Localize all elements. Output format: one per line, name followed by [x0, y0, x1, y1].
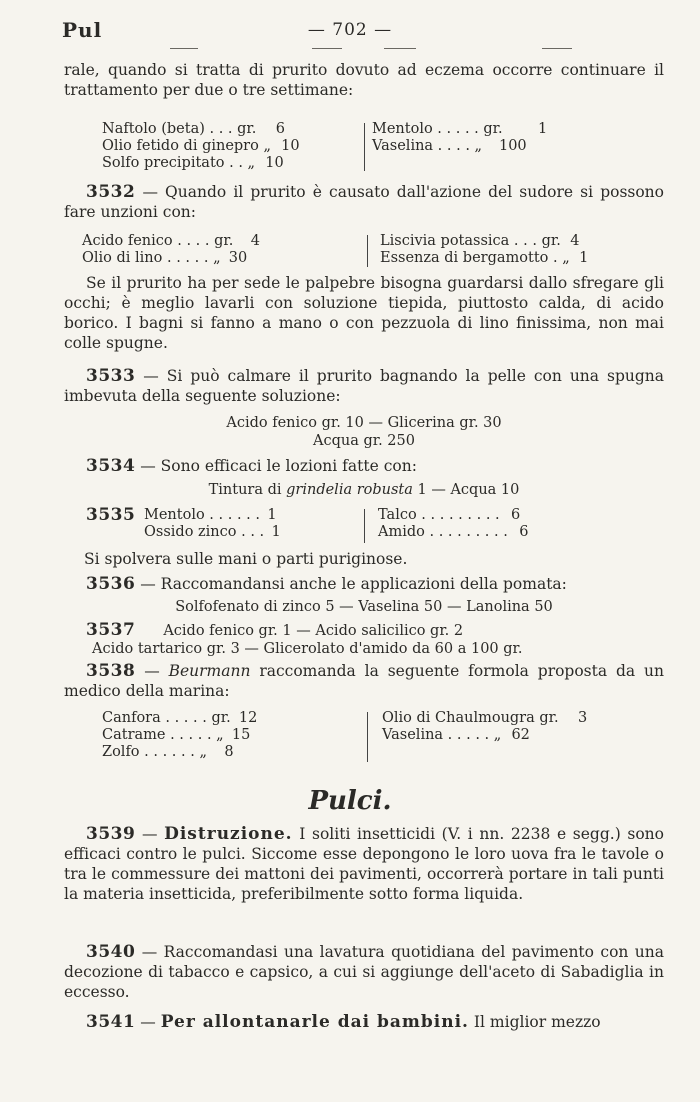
entry-3535-note [84, 549, 664, 569]
entry-3541: 3541 — Per allontanarle dai bambini. Il miglior mezzo [86, 1012, 601, 1032]
entry-3533 [64, 366, 664, 406]
recipe-right-column [354, 121, 634, 155]
formula-3534 [64, 481, 664, 499]
recipe-line: Liscivia potassica . . . gr. 4 [380, 233, 580, 249]
entry-number: 3538 [86, 661, 136, 681]
entry-number: 3541 [86, 1012, 136, 1032]
entry-3535 [86, 507, 646, 547]
formula-line: 3537 Acido fenico gr. 1 — Acido salicilico gr. 2 [86, 620, 464, 640]
formula-line: Tintura di grindelia robusta 1 — Acqua 10 [208, 482, 520, 498]
running-header [62, 14, 662, 54]
entry-number: 3540 [86, 942, 136, 962]
entry-3537 [86, 621, 666, 658]
recipe-line: Naftolo (beta) . . . gr. 6 [102, 121, 285, 137]
formula-line: Acido fenico gr. 10 — Glicerina gr. 30 [226, 415, 502, 431]
formula-3533 [64, 414, 664, 450]
recipe-left-column [82, 233, 342, 267]
recipe-1 [102, 121, 642, 175]
paragraph-text: rale, quando si tratta di prurito dovuto ad eczema occorre continuare il trattamento per due o tre settimane: [64, 61, 664, 99]
entry-number: 3534 [86, 456, 136, 476]
intro-paragraph [64, 60, 664, 100]
recipe-right-column [382, 710, 642, 744]
recipe-2 [82, 233, 642, 269]
header-title: Pul [62, 18, 103, 42]
recipe-line: Solfo precipitato . . „ 10 [102, 155, 284, 171]
recipe-line: Olio fetido di ginepro „ 10 [102, 138, 300, 154]
formula-line: Solfofenato di zinco 5 — Vaselina 50 — Lanolina 50 [175, 599, 553, 615]
section-title: Pulci. [308, 786, 392, 816]
recipe-line: Vaselina . . . . „ 100 [372, 138, 527, 154]
entry-text: — Quando il prurito è causato dall'azione del sudore si possono fare unzioni con: [64, 183, 664, 221]
recipe-line: Vaselina . . . . . „ 62 [382, 727, 530, 743]
entry-text: — Raccomandasi una lavatura quotidiana del pavimento con una decozione di tabacco e capsico, a cui si aggiunge dell'aceto di Sabadiglia in eccesso. [64, 943, 664, 1001]
entry-text: Il miglior mezzo [468, 1013, 601, 1031]
entry-3539: 3539 — Distruzione. I soliti insetticidi (V. i nn. 2238 e segg.) sono efficaci contro le pulci. Siccome esse depongono le loro uova fra le tavole o tra le commessure dei mattoni dei pavimenti, occorrerà portare in tali punti la materia insetticida, preferibilmente sotto forma liquida. [64, 824, 664, 903]
header-rule [170, 48, 198, 49]
column-divider [367, 235, 368, 267]
paragraph-text: Si spolvera sulle mani o parti puriginose. [84, 550, 408, 568]
entry-text: — Sono efficaci le lozioni fatte con: [135, 457, 417, 475]
recipe-line: Mentolo . . . . . . 1 [144, 507, 277, 523]
recipe-left-column [102, 121, 347, 172]
entry-number: 3532 [86, 182, 136, 202]
header-rule [384, 48, 416, 49]
entry-number: 3535 [86, 505, 136, 525]
recipe-line: Talco . . . . . . . . . 6 [378, 507, 521, 523]
entry-3532 [64, 182, 664, 222]
recipe-line: Mentolo . . . . . gr. 1 [372, 121, 548, 137]
recipe-line: Canfora . . . . . gr. 12 [102, 710, 258, 726]
recipe-left-column [144, 507, 354, 541]
entry-3536 [64, 574, 664, 594]
formula-line: Acido tartarico gr. 3 — Glicerolato d'amido da 60 a 100 gr. [92, 641, 523, 657]
entry-3538: 3538 — Beurmann raccomanda la seguente formola proposta da un medico della marina: [64, 661, 664, 700]
entry-number: 3536 [86, 574, 136, 594]
column-divider [364, 509, 365, 543]
page-number: — 702 — [307, 20, 393, 40]
column-divider [367, 712, 368, 762]
paragraph-text: Se il prurito ha per sede le palpebre bisogna guardarsi dallo sfregare gli occhi; è meglio lavarli con soluzione tiepida, piuttosto calda, di acido borico. I bagni si fanno a mano o con pezzuola di lino finissima, non mai colle spugne. [64, 274, 664, 352]
recipe-line: Essenza di bergamotto . „ 1 [380, 250, 589, 266]
recipe-left-column [102, 710, 352, 761]
recipe-right-column [380, 233, 650, 267]
recipe-line: Olio di Chaulmougra gr. 3 [382, 710, 588, 726]
entry-number: 3533 [86, 366, 136, 386]
author-name: Beurmann [168, 662, 251, 680]
formula-3536 [64, 598, 664, 616]
entry-3540 [64, 942, 664, 1002]
entry-number: 3537 [86, 620, 136, 640]
entry-text: — Si può calmare il prurito bagnando la pelle con una spugna imbevuta della seguente soluzione: [64, 367, 664, 405]
recipe-3538 [102, 710, 642, 764]
recipe-line: Catrame . . . . . „ 15 [102, 727, 251, 743]
entry-number-column [86, 507, 144, 525]
header-rule [312, 48, 342, 49]
entry-text: — Raccomandansi anche le applicazioni della pomata: [135, 575, 567, 593]
entry-heading: Distruzione. [164, 824, 293, 844]
formula-line: Acqua gr. 250 [313, 433, 415, 449]
recipe-line: Olio di lino . . . . . „ 30 [82, 250, 248, 266]
entry-text: raccomanda la seguente formola proposta da un medico della marina: [64, 662, 664, 700]
recipe-line: Ossido zinco . . . 1 [144, 524, 281, 540]
recipe-right-column [378, 507, 638, 541]
entry-number: 3539 [86, 824, 136, 844]
header-rule [542, 48, 572, 49]
eyelid-paragraph [64, 273, 664, 353]
entry-3534 [64, 456, 664, 476]
recipe-line: Acido fenico . . . . gr. 4 [82, 233, 260, 249]
entry-heading: Per allontanarle dai bambini. [160, 1012, 469, 1032]
recipe-line: Amido . . . . . . . . . 6 [378, 524, 529, 540]
entry-text: I soliti insetticidi (V. i nn. 2238 e segg.) sono efficaci contro le pulci. Siccome esse depongono le loro uova fra le tavole o tra le commessure dei mattoni dei pavimenti, occorrerà portare in tali punti la materia insetticida, preferibilmente sotto forma liquida. [64, 825, 664, 903]
recipe-line: Zolfo . . . . . . „ 8 [102, 744, 234, 760]
